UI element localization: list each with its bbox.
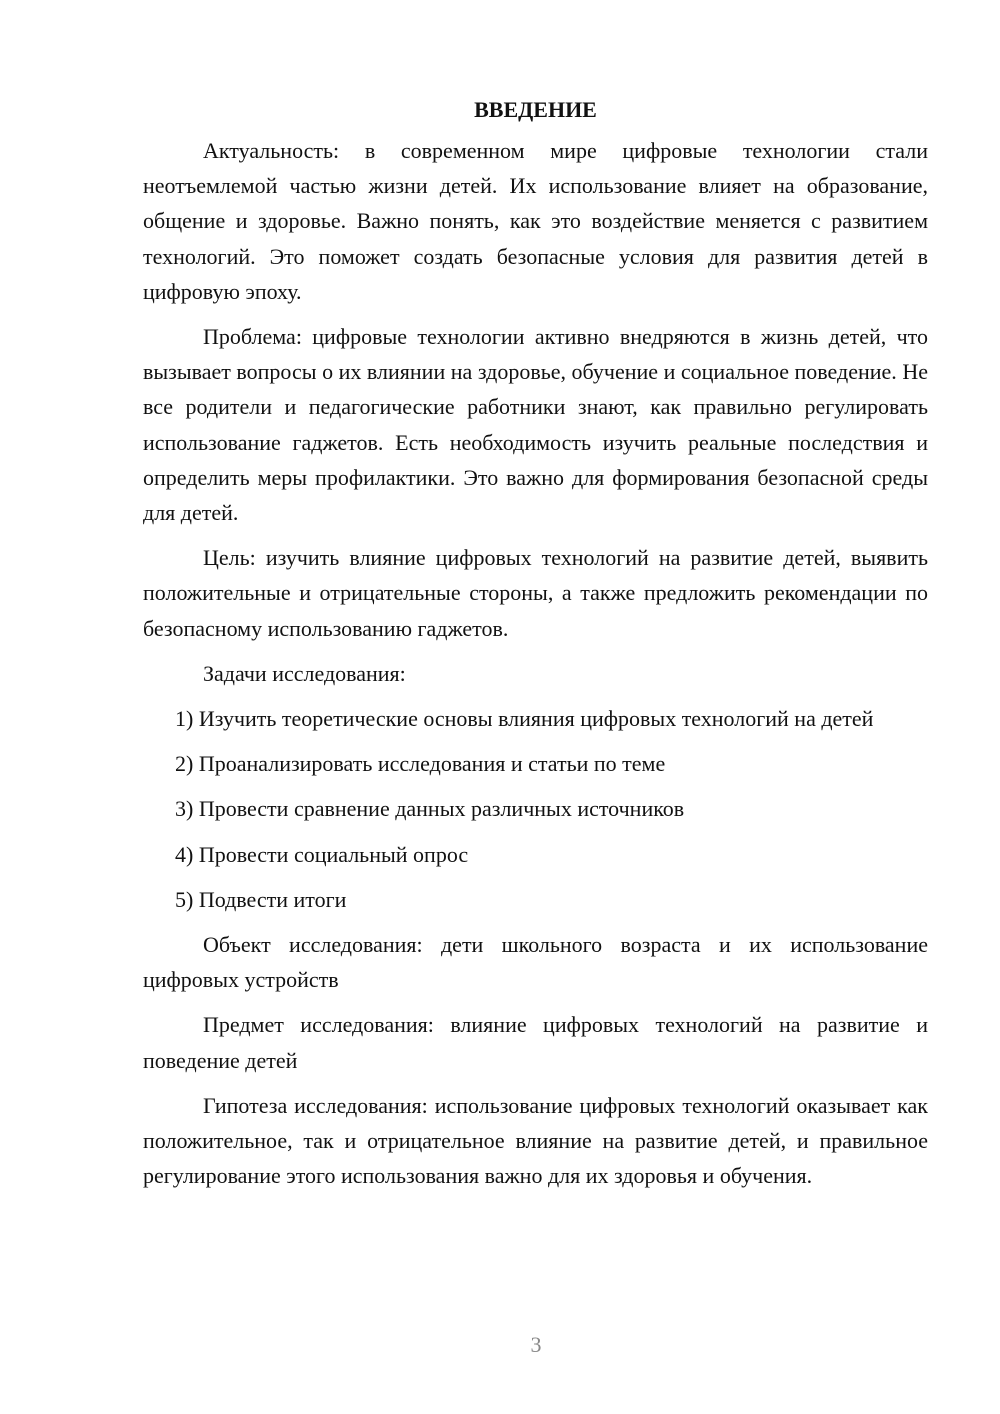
task-item-2: 2) Проанализировать исследования и статьи по теме — [175, 751, 666, 777]
tasks-heading: Задачи исследования: — [203, 660, 406, 686]
page-number: 3 — [530, 1332, 542, 1357]
tasks-list — [143, 701, 928, 917]
goal-paragraph: Цель: изучить влияние цифровых технологий на развитие детей, выявить положительные и отрицательные стороны, а также предложить рекомендации по безопасному использованию гаджетов. — [143, 545, 928, 641]
section-heading: ВВЕДЕНИЕ — [474, 97, 597, 122]
task-item-3: 3) Провести сравнение данных различных источников — [175, 796, 685, 822]
relevance-paragraph: Актуальность: в современном мире цифровые технологии стали неотъемлемой частью жизни детей. Их использование влияет на образование, общение и здоровье. Важно понять, как это воздействие меняется с развитием технологий. Это поможет создать безопасные условия для развития детей в цифровую эпоху. — [143, 138, 928, 304]
object-paragraph: Объект исследования: дети школьного возраста и их использование цифровых устройств — [143, 932, 928, 993]
problem-paragraph: Проблема: цифровые технологии активно внедряются в жизнь детей, что вызывает вопросы о их влиянии на здоровье, обучение и социальное поведение. Не все родители и педагогические работники знают, как правильно регулировать использование гаджетов. Есть необходимость изучить реальные последствия и определить меры профилактики. Это важно для формирования безопасной среды для детей. — [143, 324, 928, 526]
task-item-4: 4) Провести социальный опрос — [175, 841, 469, 867]
task-item-5: 5) Подвести итоги — [175, 886, 347, 912]
task-item-1: 1) Изучить теоретические основы влияния цифровых технологий на детей — [175, 706, 874, 732]
document-page — [143, 92, 928, 1203]
subject-paragraph: Предмет исследования: влияние цифровых технологий на развитие и поведение детей — [143, 1012, 928, 1073]
hypothesis-paragraph: Гипотеза исследования: использование цифровых технологий оказывает как положительное, так и отрицательное влияние на развитие детей, и правильное регулирование этого использования важно для их здоровья и обучения. — [143, 1092, 928, 1189]
